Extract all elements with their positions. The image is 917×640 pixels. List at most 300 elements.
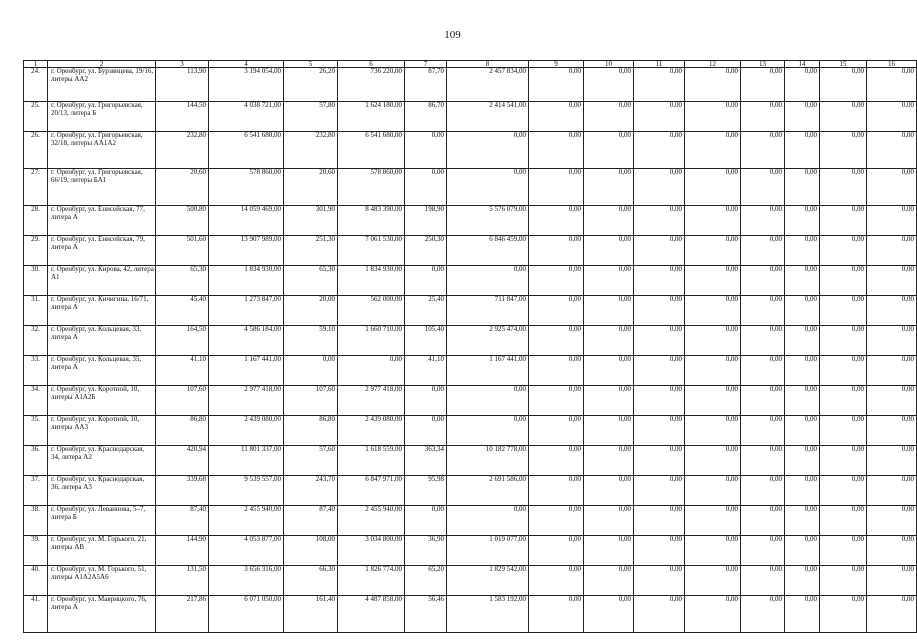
value-cell: 0,00 [584,236,634,266]
value-cell: 8 483 390,00 [338,206,405,236]
value-cell: 0,00 [447,132,529,169]
value-cell: 65,30 [156,266,209,296]
value-cell: 87,40 [156,506,209,536]
value-cell: 0,00 [867,266,917,296]
value-cell: 113,90 [156,68,209,102]
value-cell: 0,00 [685,416,741,446]
value-cell: 0,00 [867,446,917,476]
value-cell: 25,40 [405,296,447,326]
value-cell: 578 860,00 [209,169,284,206]
value-cell: 2 457 834,00 [447,68,529,102]
value-cell: 0,00 [785,169,820,206]
value-cell: 0,00 [785,596,820,633]
value-cell: 4 038 721,00 [209,102,284,132]
value-cell: 0,00 [820,596,867,633]
value-cell: 57,80 [284,102,338,132]
value-cell: 0,00 [785,266,820,296]
value-cell: 10 182 778,00 [447,446,529,476]
value-cell: 0,00 [785,506,820,536]
column-number: 11 [634,61,685,68]
column-number: 2 [48,61,156,68]
value-cell: 2 977 418,00 [209,386,284,416]
value-cell: 144,90 [156,536,209,566]
column-number: 15 [820,61,867,68]
value-cell: 0,00 [785,132,820,169]
value-cell: 0,00 [867,68,917,102]
value-cell: 95,98 [405,476,447,506]
value-cell: 0,00 [867,132,917,169]
value-cell: 3 656 316,00 [209,566,284,596]
value-cell: 1 624 180,00 [338,102,405,132]
value-cell: 0,00 [820,169,867,206]
value-cell: 301,90 [284,206,338,236]
value-cell: 0,00 [867,386,917,416]
table-row [24,296,917,326]
value-cell: 0,00 [584,68,634,102]
row-number: 24. [24,68,48,102]
value-cell: 0,00 [785,296,820,326]
table-row [24,206,917,236]
table-row [24,102,917,132]
value-cell: 0,00 [685,296,741,326]
table-row [24,68,917,102]
value-cell: 0,00 [685,236,741,266]
value-cell: 4 586 184,00 [209,326,284,356]
column-number: 14 [785,61,820,68]
value-cell: 0,00 [867,536,917,566]
value-cell: 107,60 [156,386,209,416]
value-cell: 0,00 [529,326,584,356]
value-cell: 0,00 [685,446,741,476]
value-cell: 0,00 [785,476,820,506]
value-cell: 4 053 877,00 [209,536,284,566]
value-cell: 0,00 [867,566,917,596]
value-cell: 0,00 [634,596,685,633]
row-number: 31. [24,296,48,326]
value-cell: 0,00 [820,446,867,476]
value-cell: 1 829 542,00 [447,566,529,596]
value-cell: 11 801 337,00 [209,446,284,476]
object-address: г. Оренбург, ул. Краснодарская, 34, литера А2 [48,446,156,476]
value-cell: 87,70 [405,68,447,102]
value-cell: 0,00 [820,68,867,102]
value-cell: 0,00 [447,386,529,416]
row-number: 39. [24,536,48,566]
value-cell: 0,00 [867,326,917,356]
value-cell: 65,20 [405,566,447,596]
value-cell: 5 576 079,00 [447,206,529,236]
row-number: 34. [24,386,48,416]
value-cell: 0,00 [529,536,584,566]
value-cell: 243,70 [284,476,338,506]
row-number: 26. [24,132,48,169]
table-row [24,266,917,296]
object-address: г. Оренбург, ул. Григорьевская, 32/18, литеры АА1А2 [48,132,156,169]
value-cell: 0,00 [785,68,820,102]
value-cell: 0,00 [685,68,741,102]
value-cell: 0,00 [685,386,741,416]
value-cell: 1 583 192,00 [447,596,529,633]
value-cell: 501,60 [156,236,209,266]
value-cell: 2 439 080,00 [338,416,405,446]
column-number: 13 [741,61,785,68]
value-cell: 363,34 [405,446,447,476]
value-cell: 0,00 [634,206,685,236]
value-cell: 0,00 [529,386,584,416]
value-cell: 0,00 [741,266,785,296]
value-cell: 0,00 [529,296,584,326]
value-cell: 108,00 [284,536,338,566]
value-cell: 0,00 [867,596,917,633]
value-cell: 0,00 [529,68,584,102]
value-cell: 0,00 [405,169,447,206]
object-address: г. Оренбург, ул. Кичигина, 16/71, литера А [48,296,156,326]
value-cell: 0,00 [785,536,820,566]
value-cell: 0,00 [867,169,917,206]
value-cell: 0,00 [447,169,529,206]
value-cell: 0,00 [820,236,867,266]
value-cell: 0,00 [820,326,867,356]
column-number: 6 [338,61,405,68]
value-cell: 1 660 710,00 [338,326,405,356]
value-cell: 0,00 [685,326,741,356]
value-cell: 0,00 [741,416,785,446]
value-cell: 1 167 441,00 [447,356,529,386]
value-cell: 0,00 [634,506,685,536]
value-cell: 0,00 [584,132,634,169]
value-cell: 0,00 [685,356,741,386]
object-address: г. Оренбург, ул. М. Горького, 21, литеры АВ [48,536,156,566]
value-cell: 0,00 [634,296,685,326]
value-cell: 0,00 [785,326,820,356]
value-cell: 0,00 [584,206,634,236]
value-cell: 0,00 [685,206,741,236]
value-cell: 0,00 [741,506,785,536]
value-cell: 86,80 [284,416,338,446]
value-cell: 1 834 930,00 [338,266,405,296]
value-cell: 45,40 [156,296,209,326]
value-cell: 0,00 [785,102,820,132]
value-cell: 0,00 [529,446,584,476]
column-number: 16 [867,61,917,68]
object-address: г. Оренбург, ул. Бурзянцева, 19/16, литеры АА2 [48,68,156,102]
value-cell: 0,00 [741,102,785,132]
value-cell: 500,80 [156,206,209,236]
value-cell: 57,60 [284,446,338,476]
value-cell: 0,00 [685,476,741,506]
value-cell: 0,00 [529,236,584,266]
page-number: 109 [444,29,461,41]
value-cell: 0,00 [529,102,584,132]
row-number: 27. [24,169,48,206]
row-number: 25. [24,102,48,132]
value-cell: 20,00 [284,296,338,326]
value-cell: 0,00 [529,476,584,506]
value-cell: 0,00 [634,236,685,266]
row-number: 28. [24,206,48,236]
column-number: 9 [529,61,584,68]
value-cell: 0,00 [529,416,584,446]
value-cell: 2 691 586,00 [447,476,529,506]
value-cell: 0,00 [405,132,447,169]
row-number: 30. [24,266,48,296]
value-cell: 0,00 [741,476,785,506]
value-cell: 0,00 [785,386,820,416]
value-cell: 0,00 [741,446,785,476]
value-cell: 0,00 [584,169,634,206]
table-row [24,356,917,386]
value-cell: 0,00 [785,416,820,446]
value-cell: 6 071 050,00 [209,596,284,633]
value-cell: 3 034 800,00 [338,536,405,566]
row-number: 33. [24,356,48,386]
value-cell: 0,00 [820,266,867,296]
column-number: 7 [405,61,447,68]
value-cell: 2 455 940,00 [338,506,405,536]
column-number: 4 [209,61,284,68]
object-address: г. Оренбург, ул. Коротной, 10, литеры АА3 [48,416,156,446]
value-cell: 0,00 [741,206,785,236]
value-cell: 0,00 [634,566,685,596]
value-cell: 0,00 [820,132,867,169]
value-cell: 66,30 [284,566,338,596]
value-cell: 1 618 559,00 [338,446,405,476]
value-cell: 198,90 [405,206,447,236]
object-address: г. Оренбург, ул. Маврицкого, 76, литера А [48,596,156,633]
row-number: 35. [24,416,48,446]
value-cell: 0,00 [584,596,634,633]
column-number: 10 [584,61,634,68]
value-cell: 0,00 [741,536,785,566]
value-cell: 0,00 [685,102,741,132]
value-cell: 0,00 [529,132,584,169]
value-cell: 0,00 [867,206,917,236]
value-cell: 0,00 [405,386,447,416]
object-address: г. Оренбург, ул. Енисейская, 77, литера А [48,206,156,236]
value-cell: 0,00 [685,169,741,206]
object-address: г. Оренбург, ул. Кольцевая, 33, литера А [48,326,156,356]
row-number: 29. [24,236,48,266]
value-cell: 0,00 [634,386,685,416]
value-cell: 164,50 [156,326,209,356]
value-cell: 562 000,00 [338,296,405,326]
value-cell: 13 907 989,00 [209,236,284,266]
object-address: г. Оренбург, ул. М. Горького, 51, литеры А1А2А5А6 [48,566,156,596]
value-cell: 2 439 080,00 [209,416,284,446]
column-number: 3 [156,61,209,68]
value-cell: 0,00 [741,596,785,633]
value-cell: 0,00 [405,506,447,536]
value-cell: 0,00 [741,236,785,266]
value-cell: 0,00 [584,446,634,476]
value-cell: 420,94 [156,446,209,476]
value-cell: 6 541 680,00 [338,132,405,169]
value-cell: 86,80 [156,416,209,446]
value-cell: 0,00 [741,356,785,386]
value-cell: 0,00 [405,416,447,446]
value-cell: 0,00 [867,356,917,386]
value-cell: 0,00 [529,566,584,596]
value-cell: 217,86 [156,596,209,633]
table-row [24,476,917,506]
value-cell: 41,10 [405,356,447,386]
value-cell: 0,00 [634,266,685,296]
value-cell: 0,00 [634,132,685,169]
value-cell: 0,00 [584,416,634,446]
value-cell: 0,00 [820,386,867,416]
value-cell: 0,00 [820,566,867,596]
row-number: 37. [24,476,48,506]
table-row [24,596,917,633]
value-cell: 20,60 [284,169,338,206]
housing-register-table [23,60,917,633]
value-cell: 87,40 [284,506,338,536]
value-cell: 59,10 [284,326,338,356]
row-number: 40. [24,566,48,596]
value-cell: 0,00 [867,506,917,536]
value-cell: 0,00 [634,68,685,102]
value-cell: 736 220,00 [338,68,405,102]
column-number: 1 [24,61,48,68]
table-row [24,236,917,266]
value-cell: 232,80 [156,132,209,169]
value-cell: 578 860,00 [338,169,405,206]
value-cell: 0,00 [820,416,867,446]
value-cell: 1 273 847,00 [209,296,284,326]
value-cell: 2 977 418,00 [338,386,405,416]
value-cell: 0,00 [447,506,529,536]
object-address: г. Оренбург, ул. Енисейская, 79, литера А [48,236,156,266]
value-cell: 0,00 [820,356,867,386]
value-cell: 86,70 [405,102,447,132]
value-cell: 0,00 [584,356,634,386]
value-cell: 65,30 [284,266,338,296]
value-cell: 0,00 [785,356,820,386]
value-cell: 0,00 [584,566,634,596]
value-cell: 1 019 077,00 [447,536,529,566]
table-row [24,326,917,356]
object-address: г. Оренбург, ул. Кирова, 42, литера А1 [48,266,156,296]
value-cell: 0,00 [584,536,634,566]
value-cell: 0,00 [820,536,867,566]
table-row [24,169,917,206]
value-cell: 0,00 [584,326,634,356]
value-cell: 2 414 541,00 [447,102,529,132]
value-cell: 107,60 [284,386,338,416]
value-cell: 2 925 474,00 [447,326,529,356]
value-cell: 0,00 [741,169,785,206]
value-cell: 339,68 [156,476,209,506]
value-cell: 0,00 [741,386,785,416]
value-cell: 0,00 [634,356,685,386]
value-cell: 0,00 [820,206,867,236]
value-cell: 0,00 [820,506,867,536]
object-address: г. Оренбург, ул. Леваннова, 5–7, литера Б [48,506,156,536]
column-number: 12 [685,61,741,68]
value-cell: 0,00 [685,566,741,596]
value-cell: 0,00 [584,506,634,536]
value-cell: 6 541 680,00 [209,132,284,169]
value-cell: 711 847,00 [447,296,529,326]
value-cell: 0,00 [867,296,917,326]
column-number-row [24,61,917,68]
table-row [24,566,917,596]
value-cell: 0,00 [867,476,917,506]
value-cell: 0,00 [785,236,820,266]
value-cell: 36,90 [405,536,447,566]
value-cell: 0,00 [338,356,405,386]
value-cell: 0,00 [529,506,584,536]
value-cell: 0,00 [685,266,741,296]
value-cell: 6 847 971,00 [338,476,405,506]
value-cell: 0,00 [867,102,917,132]
value-cell: 0,00 [584,266,634,296]
table-row [24,446,917,476]
value-cell: 0,00 [529,356,584,386]
value-cell: 161,40 [284,596,338,633]
value-cell: 1 826 774,00 [338,566,405,596]
value-cell: 0,00 [685,506,741,536]
value-cell: 0,00 [634,326,685,356]
value-cell: 3 194 054,00 [209,68,284,102]
value-cell: 251,30 [284,236,338,266]
value-cell: 0,00 [529,596,584,633]
object-address: г. Оренбург, ул. Коротной, 10, литеры А1А2Б [48,386,156,416]
value-cell: 0,00 [685,132,741,169]
table-row [24,506,917,536]
value-cell: 56,46 [405,596,447,633]
value-cell: 0,00 [584,476,634,506]
value-cell: 0,00 [785,566,820,596]
value-cell: 1 167 441,00 [209,356,284,386]
value-cell: 0,00 [447,266,529,296]
column-number: 8 [447,61,529,68]
value-cell: 0,00 [405,266,447,296]
value-cell: 41,10 [156,356,209,386]
value-cell: 0,00 [584,386,634,416]
value-cell: 0,00 [584,102,634,132]
value-cell: 0,00 [584,296,634,326]
value-cell: 1 834 930,00 [209,266,284,296]
value-cell: 131,50 [156,566,209,596]
value-cell: 0,00 [529,169,584,206]
value-cell: 0,00 [529,266,584,296]
value-cell: 0,00 [867,236,917,266]
table-row [24,536,917,566]
value-cell: 7 061 530,00 [338,236,405,266]
value-cell: 0,00 [820,296,867,326]
value-cell: 9 539 557,00 [209,476,284,506]
table-row [24,132,917,169]
value-cell: 6 846 459,00 [447,236,529,266]
value-cell: 250,30 [405,236,447,266]
value-cell: 0,00 [741,68,785,102]
value-cell: 0,00 [741,132,785,169]
table-row [24,386,917,416]
value-cell: 232,80 [284,132,338,169]
table-row [24,416,917,446]
value-cell: 0,00 [741,566,785,596]
value-cell: 0,00 [634,536,685,566]
value-cell: 0,00 [685,596,741,633]
object-address: г. Оренбург, ул. Кольцевая, 35, литера А [48,356,156,386]
value-cell: 0,00 [634,476,685,506]
value-cell: 14 059 469,00 [209,206,284,236]
object-address: г. Оренбург, ул. Краснодарская, 36, литера А3 [48,476,156,506]
object-address: г. Оренбург, ул. Григорьевская, 66/19, литеры БА1 [48,169,156,206]
value-cell: 0,00 [529,206,584,236]
value-cell: 0,00 [741,326,785,356]
